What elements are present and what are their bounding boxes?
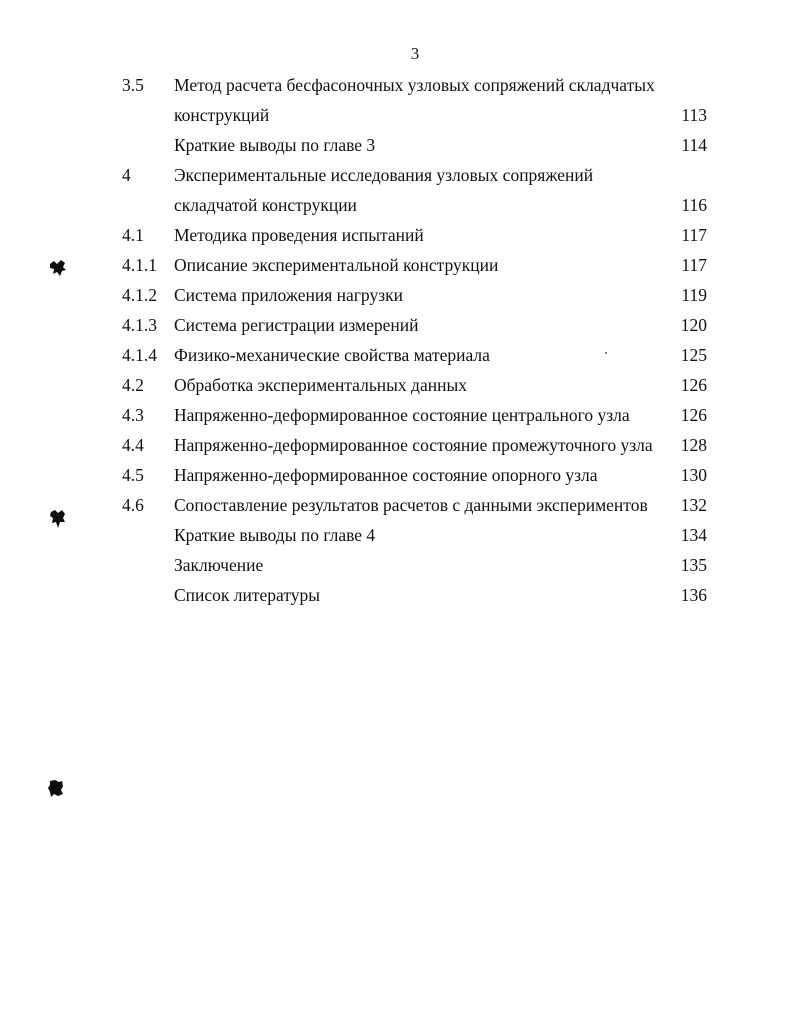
toc-row-number: 4.5	[122, 465, 144, 485]
punch-hole-mark	[46, 778, 66, 800]
toc-row-number: 4.1.1	[122, 255, 157, 275]
toc-row-title: Методика проведения испытаний	[174, 225, 424, 245]
toc-row-number: 4.2	[122, 375, 144, 395]
toc-row	[0, 430, 799, 460]
toc-row-title: Система регистрации измерений	[174, 315, 419, 335]
toc-row	[0, 100, 799, 130]
toc-row-title: складчатой конструкции	[174, 195, 357, 215]
toc-row-title: Заключение	[174, 555, 264, 575]
toc-row	[0, 280, 799, 310]
toc-row-page: 117	[681, 255, 707, 275]
toc-row-page: 125	[680, 345, 707, 365]
punch-hole-mark	[48, 508, 68, 530]
toc-row-number: 4	[122, 165, 131, 185]
toc-row-number: 3.5	[122, 75, 144, 95]
toc-row-title: Система приложения нагрузки	[174, 285, 403, 305]
toc-row-title: Обработка экспериментальных данных	[174, 375, 467, 395]
toc-row-title: конструкций	[174, 105, 270, 125]
toc-row-page: 135	[680, 555, 707, 575]
toc-row	[0, 460, 799, 490]
toc-row-page: 113	[681, 105, 707, 125]
toc-row-title: Список литературы	[174, 585, 321, 605]
toc-row-page: 119	[681, 285, 707, 305]
toc-row-number: 4.1.3	[122, 315, 157, 335]
toc-row-page: 116	[681, 195, 707, 215]
toc-row	[0, 130, 799, 160]
toc-row	[0, 190, 799, 220]
toc-row	[0, 220, 799, 250]
toc-row-page: 130	[680, 465, 707, 485]
page-number: 3	[410, 44, 420, 63]
toc-row-title: Описание экспериментальной конструкции	[174, 255, 499, 275]
toc-row-number: 4.1	[122, 225, 144, 245]
toc-row	[0, 370, 799, 400]
scan-speck	[605, 352, 607, 354]
toc-row	[0, 250, 799, 280]
toc-row-page: 134	[680, 525, 707, 545]
toc-row-page: 136	[680, 585, 707, 605]
toc-row-number: 4.1.4	[122, 345, 157, 365]
toc-row-number: 4.1.2	[122, 285, 157, 305]
toc-row-title: Сопоставление результатов расчетов с данными экспериментов	[174, 495, 648, 515]
toc-row-title: Метод расчета бесфасоночных узловых сопряжений складчатых	[174, 75, 655, 95]
toc-row-page: 126	[680, 405, 707, 425]
toc-row-title: Напряженно-деформированное состояние центрального узла	[174, 405, 630, 425]
toc-row-title: Физико-механические свойства материала	[174, 345, 490, 365]
table-of-contents	[0, 70, 799, 610]
toc-row-page: 132	[680, 495, 707, 515]
toc-row	[0, 580, 799, 610]
toc-row-page: 126	[680, 375, 707, 395]
toc-row-page: 120	[680, 315, 707, 335]
toc-row	[0, 340, 799, 370]
toc-row-number: 4.3	[122, 405, 144, 425]
toc-row	[0, 400, 799, 430]
toc-row	[0, 70, 799, 100]
toc-row-number: 4.6	[122, 495, 144, 515]
toc-row	[0, 520, 799, 550]
toc-row	[0, 550, 799, 580]
toc-row-title: Напряженно-деформированное состояние промежуточного узла	[174, 435, 653, 455]
toc-row-number: 4.4	[122, 435, 144, 455]
toc-row-title: Напряженно-деформированное состояние опорного узла	[174, 465, 598, 485]
punch-hole-mark	[48, 258, 68, 280]
toc-row	[0, 160, 799, 190]
toc-row	[0, 490, 799, 520]
toc-row-title: Краткие выводы по главе 3	[174, 135, 376, 155]
toc-row-page: 114	[681, 135, 707, 155]
toc-row	[0, 310, 799, 340]
toc-row-page: 117	[681, 225, 707, 245]
toc-row-title: Экспериментальные исследования узловых сопряжений	[174, 165, 594, 185]
toc-row-page: 128	[680, 435, 707, 455]
toc-row-title: Краткие выводы по главе 4	[174, 525, 376, 545]
